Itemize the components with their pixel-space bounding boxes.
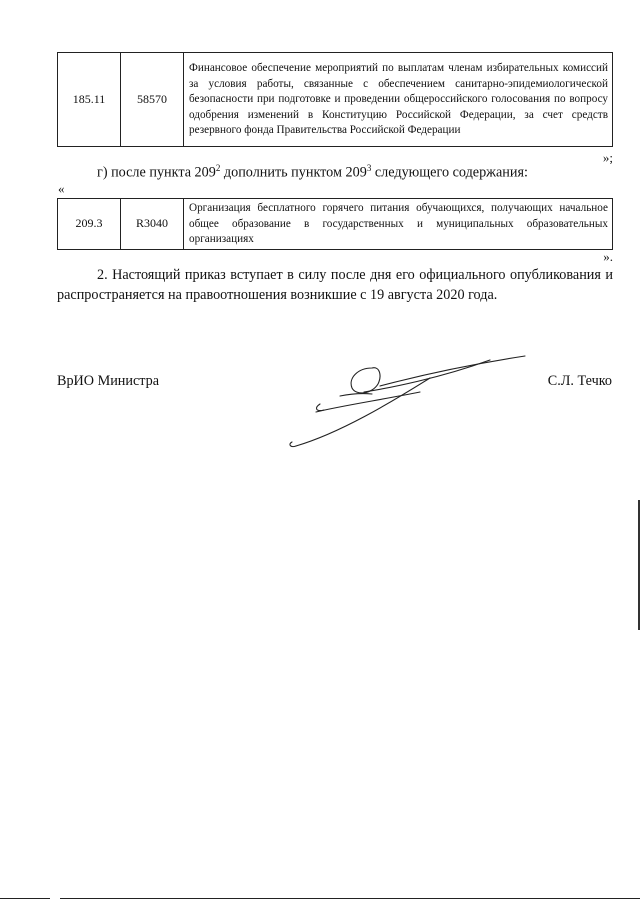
- page-bottom-rule: [0, 898, 640, 899]
- item-g-suffix: следующего содержания:: [371, 164, 528, 181]
- budget-code-table-2: [57, 198, 613, 250]
- rule-gap: [50, 897, 60, 900]
- closing-quote: ».: [603, 249, 613, 264]
- item-g-middle: дополнить пунктом 209: [220, 164, 367, 181]
- opening-quote: «: [58, 181, 65, 196]
- subcode-cell: R3040: [121, 199, 184, 250]
- superscript: 2: [215, 163, 221, 173]
- handwritten-signature: [280, 348, 530, 458]
- subcode-cell: 58570: [121, 53, 184, 147]
- item-g-prefix: г) после пункта 209: [97, 164, 216, 181]
- closing-quote: »;: [602, 150, 613, 165]
- description-cell: Финансовое обеспечение мероприятий по выплатам членам избирательных комиссий за условия работы, связанные с обеспечением санитарно-эпидемиологической безопасности при подготовке и проведении общероссийского голосования по вопросу одобрения изменений в Конституцию Российской Федерации, за счет средств резервного фонда Правительства Российской Федерации: [184, 53, 613, 147]
- budget-code-table-1: [57, 52, 613, 147]
- table-row: [58, 53, 613, 147]
- signatory-name: С.Л. Течко: [547, 373, 612, 389]
- superscript: 3: [366, 163, 372, 173]
- description-cell: Организация бесплатного горячего питания обучающихся, получающих начальное общее образование в государственных и муниципальных образовательных организациях: [184, 199, 613, 250]
- item-g-text: [97, 163, 528, 182]
- table-row: [58, 199, 613, 250]
- code-cell: 209.3: [58, 199, 121, 250]
- paragraph-2: 2. Настоящий приказ вступает в силу после дня его официального опубликования и распространяется на правоотношения возникшие с 19 августа 2020 года.: [57, 267, 613, 303]
- code-cell: 185.11: [58, 53, 121, 147]
- signatory-position: ВрИО Министра: [57, 373, 160, 389]
